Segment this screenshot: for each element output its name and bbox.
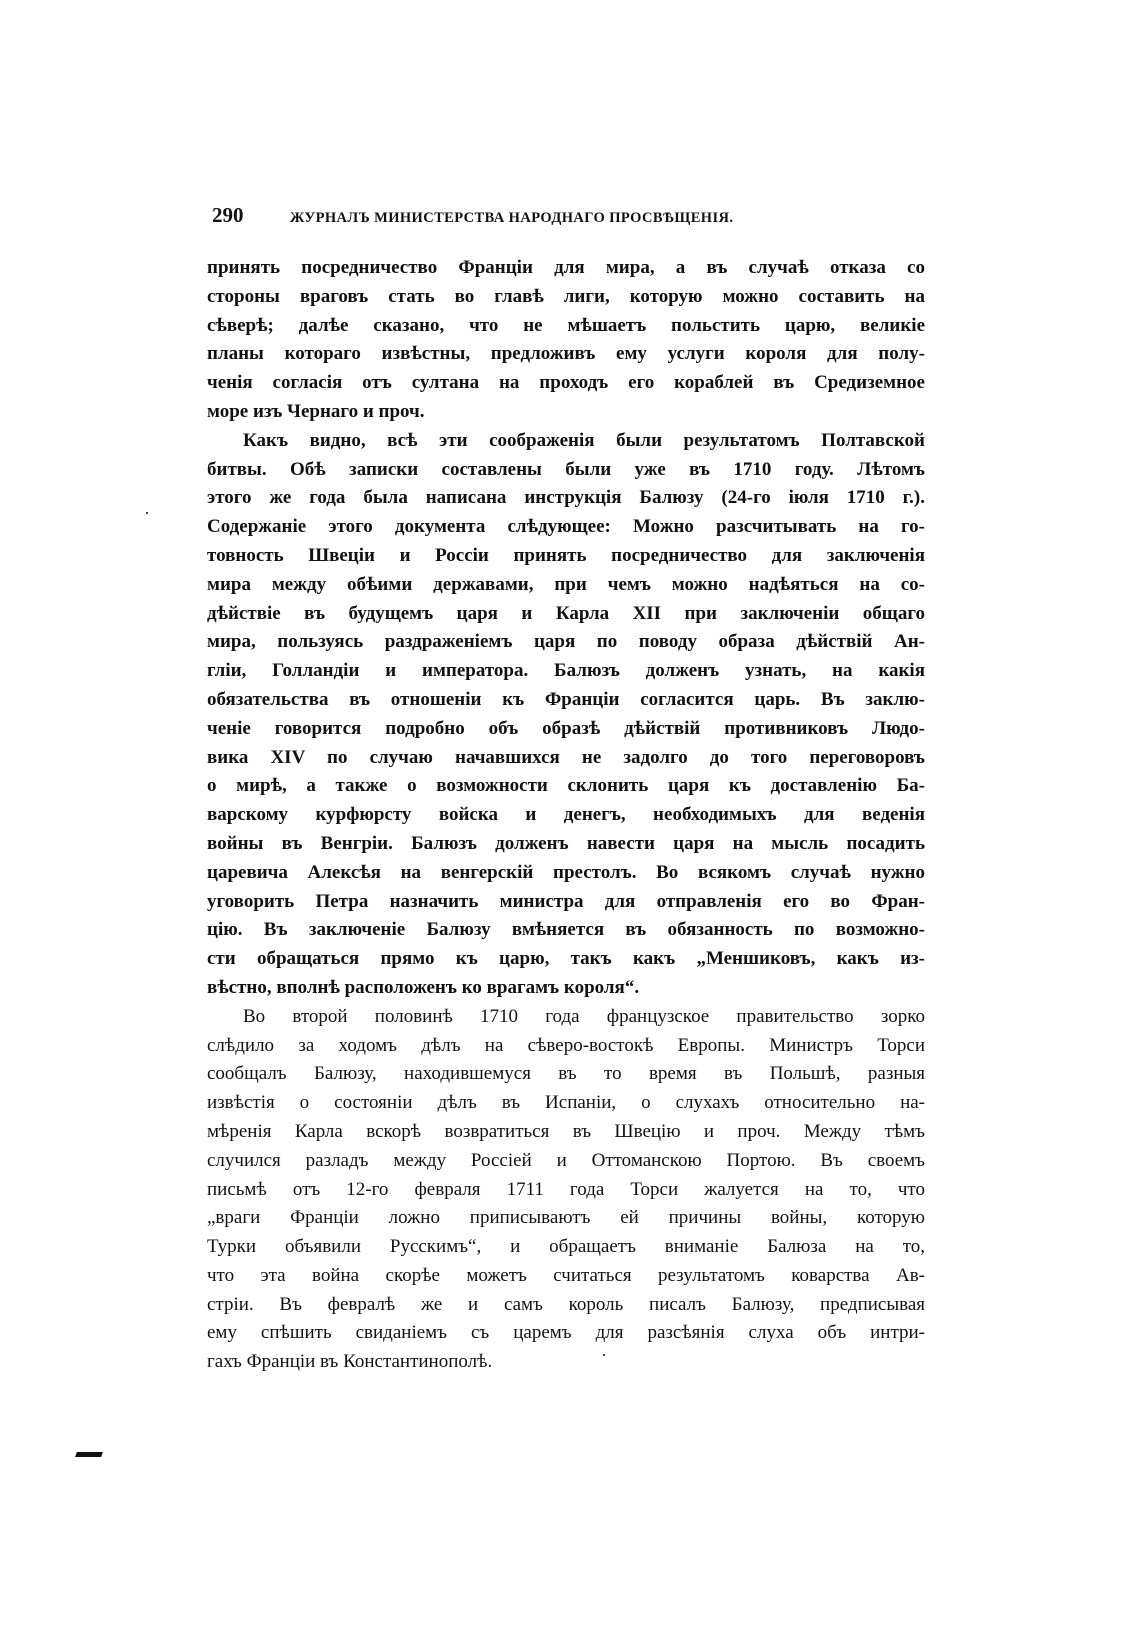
text-line: о мирѣ, а также о возможности склонить царя къ доставленію Ба- — [207, 775, 925, 797]
text-line: извѣстія о состояніи дѣлъ въ Испаніи, о слухахъ относительно на- — [207, 1092, 925, 1114]
text-line: вѣстно, вполнѣ расположенъ ко врагамъ короля“. — [207, 976, 640, 998]
text-line: товность Швеціи и Россіи принять посредничество для заключенія — [207, 544, 925, 566]
text-line: письмѣ отъ 12-го февраля 1711 года Торси жалуется на то, что — [207, 1178, 925, 1200]
text-line: мира, пользуясь раздраженіемъ царя по поводу образа дѣйствій Ан- — [207, 631, 925, 653]
text-line: гліи, Голландіи и императора. Балюзъ долженъ узнать, на какія — [207, 660, 925, 682]
text-line: ченія согласія отъ султана на проходъ его кораблей въ Средиземное — [207, 372, 925, 394]
text-line: „враги Франціи ложно приписываютъ ей причины войны, которую — [207, 1207, 925, 1229]
text-line: мѣренія Карла вскорѣ возвратиться въ Швецію и проч. Между тѣмъ — [207, 1120, 925, 1142]
text-line: Во второй половинѣ 1710 года французское правительство зорко — [243, 1005, 925, 1027]
text-line: уговорить Петра назначить министра для отправленія его во Фран- — [207, 890, 925, 912]
page-number: 290 — [212, 203, 244, 227]
text-line: планы котораго извѣстны, предложивъ ему услуги короля для полу- — [207, 343, 925, 365]
text-line: битвы. Обѣ записки составлены были уже въ 1710 году. Лѣтомъ — [207, 458, 925, 480]
text-line: сти обращаться прямо къ царю, такъ какъ „Меншиковъ, какъ из- — [207, 948, 925, 970]
text-line: ченіе говорится подробно объ образѣ дѣйствій противниковъ Людо- — [207, 717, 925, 739]
paragraph — [207, 1003, 925, 1377]
text-line: цію. Въ заключеніе Балюзу вмѣняется въ обязанность по возможно- — [207, 919, 925, 941]
text-line: Содержаніе этого документа слѣдующее: Можно разсчитывать на го- — [207, 516, 925, 538]
text-line: Турки объявили Русскимъ“, и обращаетъ вниманіе Балюза на то, — [207, 1236, 925, 1258]
text-line: мира между обѣими державами, при чемъ можно надѣяться на со- — [207, 573, 925, 595]
text-line: принять посредничество Франціи для мира, а въ случаѣ отказа со — [207, 257, 925, 278]
text-line: сообщалъ Балюзу, находившемуся въ то время въ Польшѣ, разныя — [207, 1063, 925, 1085]
page-header — [212, 203, 932, 229]
text-line: гахъ Франціи въ Константинополѣ. — [207, 1351, 493, 1373]
paragraph — [207, 427, 925, 1003]
text-line: обязательства въ отношеніи къ Франціи согласится царь. Въ заклю- — [207, 688, 925, 710]
text-line: случился разладъ между Россіей и Оттоманскою Портою. Въ своемъ — [207, 1149, 925, 1171]
paragraph — [207, 254, 925, 427]
text-line: вика XIV по случаю начавшихся не задолго до того переговоровъ — [207, 746, 925, 768]
running-title: ЖУРНАЛЪ МИНИСТЕРСТВА НАРОДНАГО ПРОСВѢЩЕНІЯ. — [290, 210, 734, 226]
text-line: стороны враговъ стать во главѣ лиги, которую можно составить на — [207, 285, 925, 307]
text-line: слѣдило за ходомъ дѣлъ на сѣверо-востокѣ Европы. Министръ Торси — [207, 1034, 925, 1056]
text-line: дѣйствіе въ будущемъ царя и Карла XII при заключеніи общаго — [207, 602, 925, 624]
text-line: варскому курфюрсту войска и денегъ, необходимыхъ для веденія — [207, 804, 925, 826]
text-line: царевича Алексѣя на венгерскій престолъ. Во всякомъ случаѣ нужно — [207, 861, 925, 883]
body-text — [207, 254, 925, 1377]
text-line: что эта война скорѣе можетъ считаться результатомъ коварства Ав- — [207, 1264, 925, 1286]
ink-speck — [146, 512, 148, 514]
text-line: Какъ видно, всѣ эти соображенія были результатомъ Полтавской — [243, 429, 925, 451]
text-line: ему спѣшить свиданіемъ съ царемъ для разсѣянія слуха объ интри- — [207, 1322, 925, 1344]
text-line: сѣверѣ; далѣе сказано, что не мѣшаетъ польстить царю, великіе — [207, 314, 925, 336]
text-line: войны въ Венгріи. Балюзъ долженъ навести царя на мысль посадить — [207, 832, 925, 854]
text-line: стріи. Въ февралѣ же и самъ король писалъ Балюзу, предписывая — [207, 1293, 925, 1315]
text-line: море изъ Чернаго и проч. — [207, 400, 425, 422]
margin-ink-mark — [75, 1452, 103, 1457]
text-line: этого же года была написана инструкція Балюзу (24-го іюля 1710 г.). — [207, 487, 925, 509]
ink-speck — [603, 1354, 605, 1356]
